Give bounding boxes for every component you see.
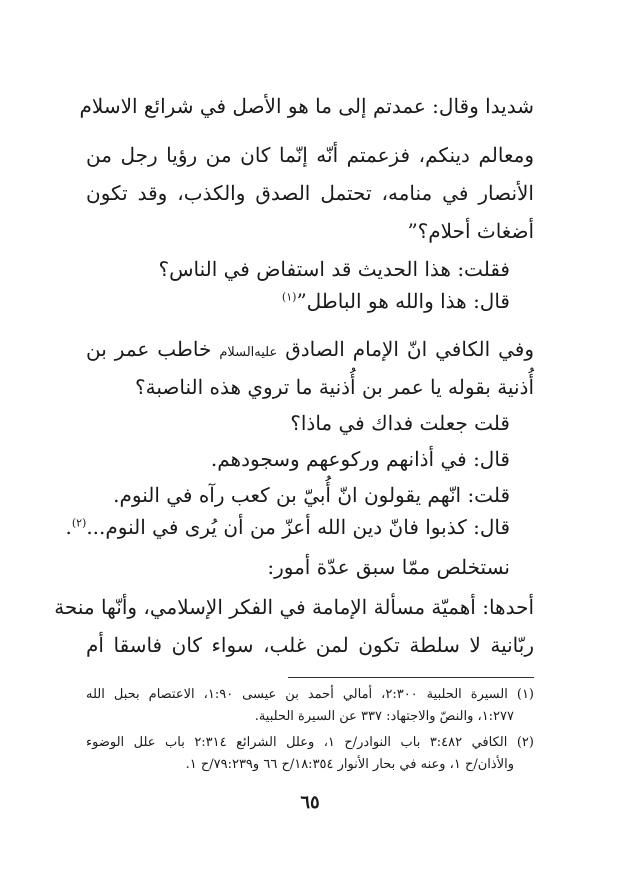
text-line-13: نستخلص ممّا سبق عدّة أمور:	[267, 555, 510, 579]
text-line-1: شديدا وقال: عمدتم إلى ما هو الأصل في شرائع الاسلام	[79, 94, 534, 118]
footnote-1-line-2: ١:٢٧٧، والنصّ والاجتهاد: ٣٣٧ عن السيرة الحلبية.	[254, 709, 514, 724]
footnote-ref-2: (٢)	[71, 516, 87, 530]
line7-end: خاطب عمر بن	[86, 337, 212, 361]
footnote-ref-1: (١)	[281, 290, 297, 304]
text-line-12	[65, 515, 510, 539]
text-line-9: قلت جعلت فداك في ماذا؟	[290, 411, 510, 435]
text-line-7	[86, 339, 534, 359]
line12-end: .	[65, 515, 72, 539]
text-line-15: ربّانية لا سلطة تكون لمن غلب، سواء كان فاسقا أم	[86, 633, 534, 657]
footnote-2-line-1: (٢) الكافي ٣:٤٨٢ باب النوادر/ح ١، وعلل الشرائع ٢:٣١٤ باب علل الوضوء	[86, 735, 534, 750]
footnote-1-line-1: (١) السيرة الحلبية ٢:٣٠٠، أمالي أحمد بن عيسى ١:٩٠، الاعتصام بحبل الله	[86, 687, 534, 702]
text-line-6	[86, 291, 510, 311]
text-line-5: فقلت: هذا الحديث قد استفاض في الناس؟	[158, 257, 510, 281]
text-line-11: قلت: انّهم يقولون انّ أُبيّ بن كعب رآه في النوم.	[113, 483, 510, 507]
text-line-4: أضغاث أحلام؟”	[407, 219, 534, 243]
text-line-14: أحدها: أهميّة مسألة الإمامة في الفكر الإسلامي، وأنّها منحة	[54, 595, 534, 619]
text-line-3: الأنصار في منامه، تحتمل الصدق والكذب، وقد تكون	[86, 181, 534, 205]
footnote-divider	[288, 677, 534, 678]
quote-text: قال: هذا والله هو الباطل”	[296, 289, 510, 313]
text-line-2: ومعالم دينكم، فزعمتم أنّه إنّما كان من رؤيا رجل من	[86, 143, 534, 167]
text-line-10: قال: في أذانهم وركوعهم وسجودهم.	[210, 447, 510, 471]
text-line-8: أُذنية بقوله يا عمر بن أُذنية ما تروي هذه الناصبة؟	[135, 375, 534, 399]
line7-start: وفي الكافي انّ الإمام الصادق	[285, 337, 535, 361]
quote-text-2: قال: كذبوا فانّ دين الله أعزّ من أن يُرى في النوم...	[86, 515, 510, 539]
honorific: عليه‌السلام	[219, 345, 278, 360]
footnote-2-line-2: والأذان/ح ١، وعنه في بحار الأنوار ١٨:٣٥٤/ح ٦٦ و٧٩:٢٣٩/ح ١.	[185, 757, 514, 772]
page-number: ٦٥	[300, 792, 320, 813]
